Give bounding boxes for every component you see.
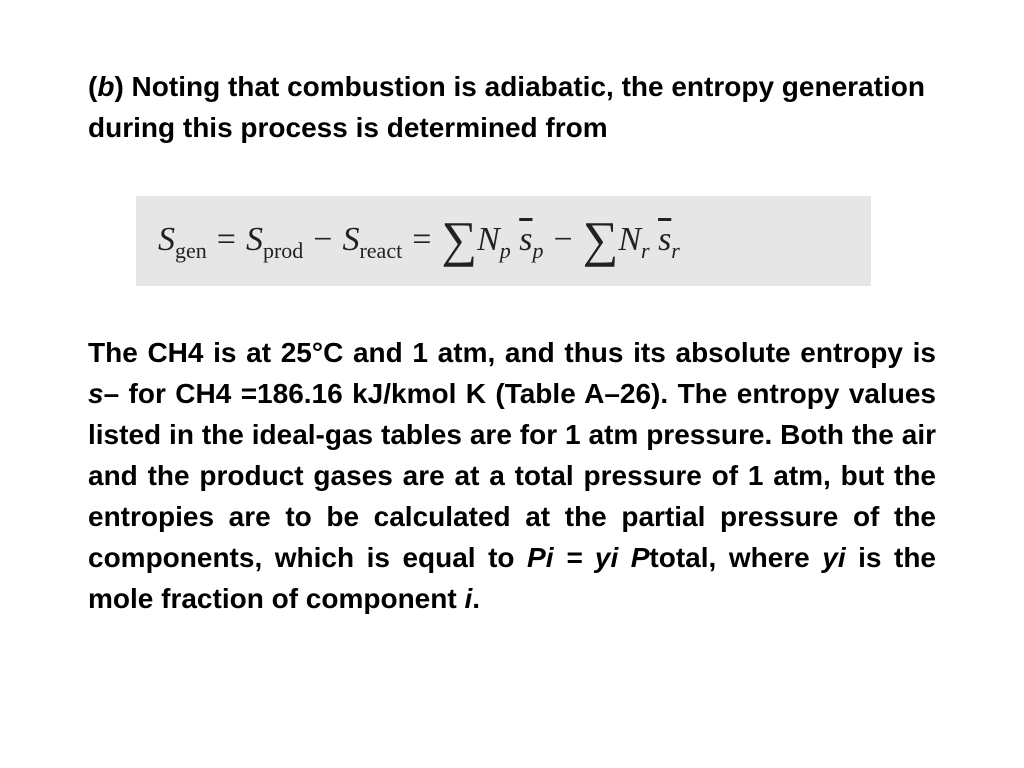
body-pi-expression: Pi = yi P bbox=[527, 542, 650, 573]
eq-n-r: N bbox=[618, 221, 641, 258]
eq-sub-react: react bbox=[359, 238, 403, 263]
body-text-1: The CH4 is at 25°C and 1 atm, and thus its absolute entropy is bbox=[88, 337, 936, 368]
part-close: ) bbox=[114, 71, 124, 102]
entropy-generation-equation bbox=[158, 210, 680, 270]
eq-sub-r-1: r bbox=[641, 238, 650, 263]
eq-s-react: S bbox=[342, 221, 360, 258]
eq-sub-r-2: r bbox=[671, 238, 680, 263]
eq-sum-1: ∑ bbox=[441, 211, 478, 267]
eq-equals-2: = bbox=[412, 221, 432, 258]
body-text-4: is the mole fraction of component bbox=[88, 542, 936, 614]
part-letter: b bbox=[97, 71, 115, 102]
eq-s-gen: S bbox=[158, 221, 175, 258]
eq-equals-1: = bbox=[216, 221, 236, 258]
eq-sub-p-1: p bbox=[499, 238, 511, 263]
eq-sub-gen: gen bbox=[175, 238, 207, 263]
body-paragraph bbox=[88, 332, 936, 619]
eq-sub-prod: prod bbox=[262, 238, 304, 263]
eq-s-prod: S bbox=[245, 221, 263, 258]
body-text-2: – for CH4 =186.16 kJ/kmol K (Table A–26). The entropy values listed in the ideal-gas tables are for 1 atm pressure. Both the air and the product gases are at a total pressure of 1 atm, but the entropies are to be calculated at the partial pressure of the components, which is equal to bbox=[88, 378, 936, 573]
eq-sbar-p: $\overline{s}$ bbox=[519, 221, 533, 258]
eq-minus-2: − bbox=[553, 221, 573, 258]
body-i: i bbox=[464, 583, 473, 614]
eq-sum-2: ∑ bbox=[582, 211, 619, 267]
part-open: ( bbox=[88, 71, 98, 102]
eq-minus-1: − bbox=[313, 221, 333, 258]
eq-n-p: N bbox=[477, 221, 500, 258]
eq-sbar-r: $\overline{s}$ bbox=[658, 221, 672, 258]
body-text-5: . bbox=[472, 583, 481, 614]
eq-sub-p-2: p bbox=[532, 238, 544, 263]
equation-image bbox=[136, 196, 871, 286]
intro-paragraph bbox=[88, 66, 968, 148]
body-yi: yi bbox=[822, 542, 846, 573]
body-s-italic: s bbox=[88, 378, 104, 409]
intro-text: Noting that combustion is adiabatic, the entropy generation during this process is determined from bbox=[88, 71, 925, 143]
body-text-3: total, where bbox=[649, 542, 823, 573]
